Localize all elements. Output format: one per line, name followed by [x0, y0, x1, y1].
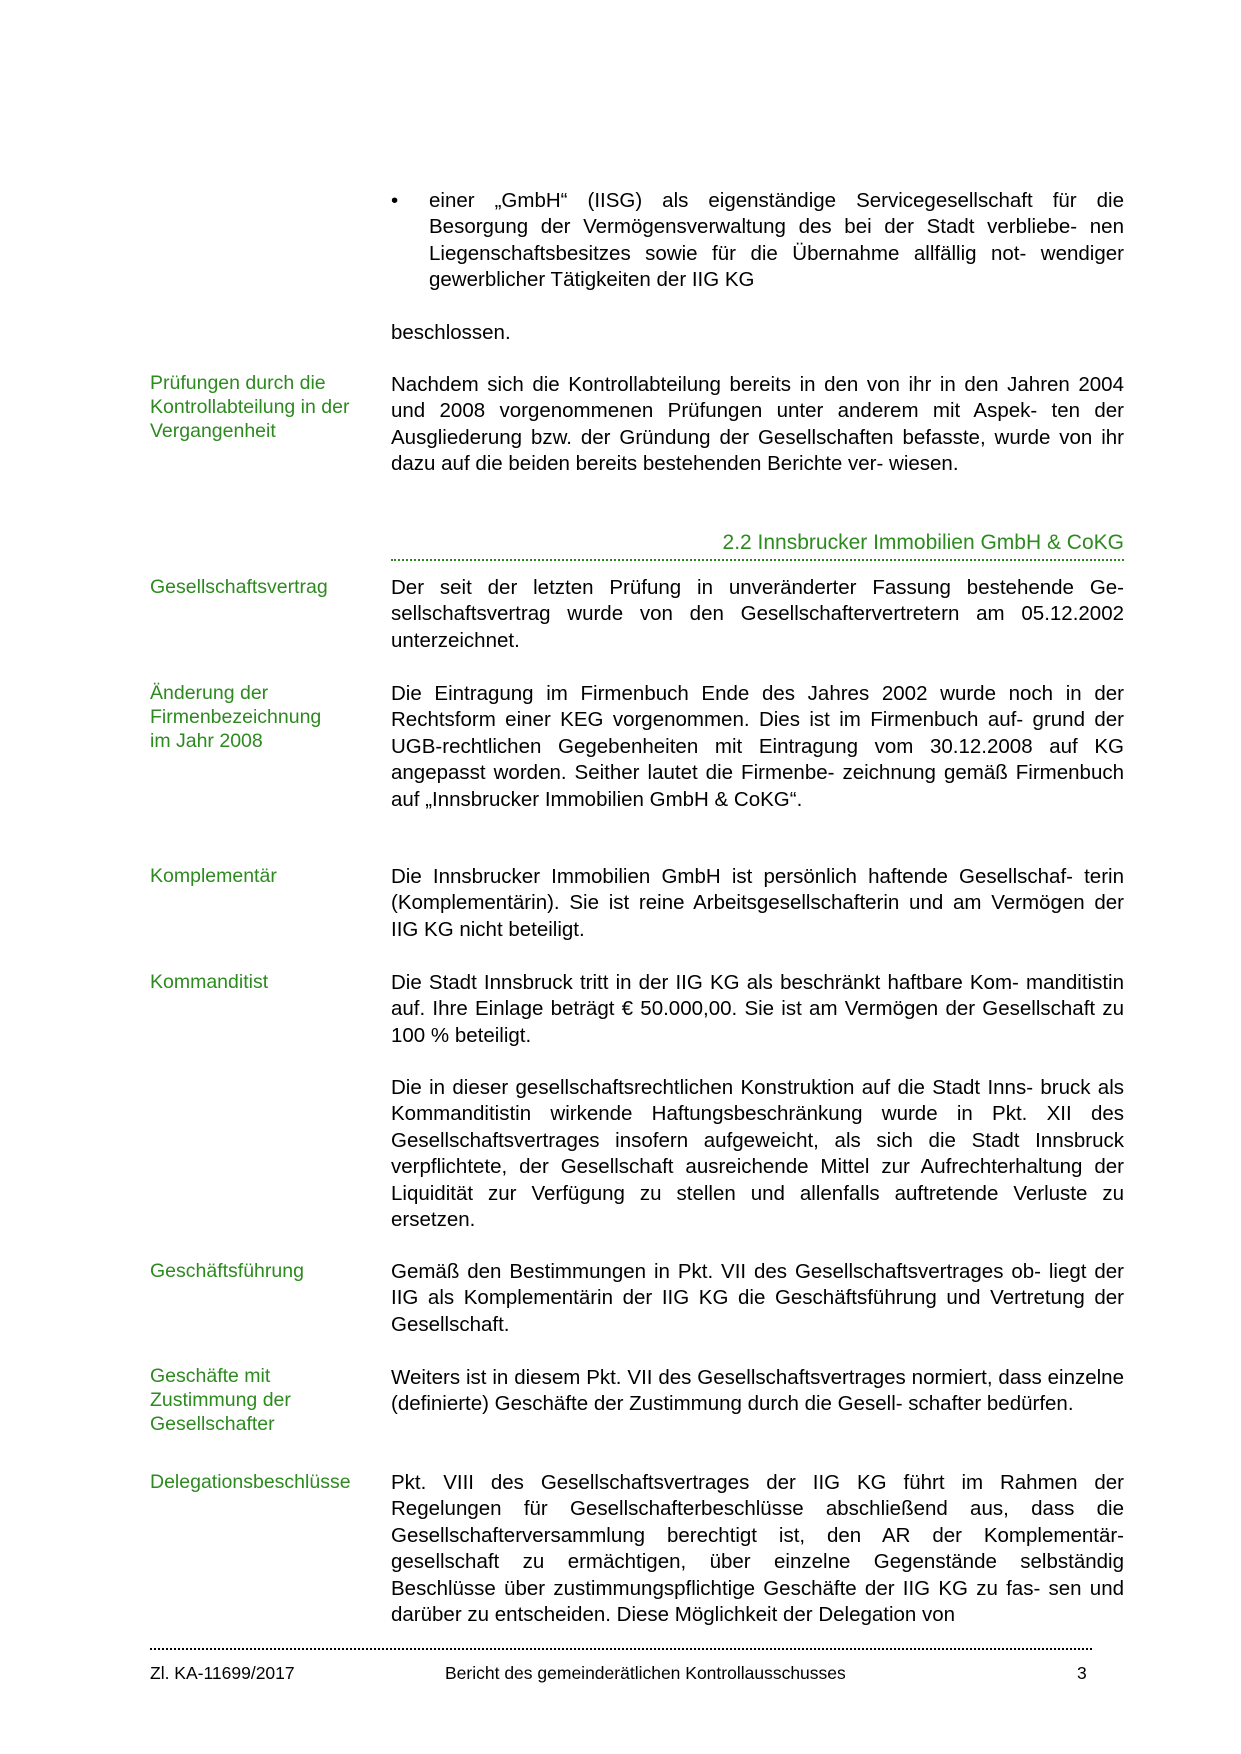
margin-note-line: Zustimmung der: [150, 1389, 291, 1411]
margin-note-line: Geschäftsführung: [150, 1260, 304, 1282]
footer-rule: [150, 1648, 1092, 1650]
margin-note-line: Delegationsbeschlüsse: [150, 1471, 351, 1493]
margin-note-line: Gesellschafter: [150, 1413, 275, 1435]
paragraph-pruefungen: Nachdem sich die Kontrollabteilung bereits in den von ihr in den Jahren 2004 und 2008 vorgenommenen Prüfungen unter anderem mit Aspek- ten der Ausgliederung bzw. der Gründung der Gesellschaften befasste, wurde von ihr dazu auf die beiden bereits bestehenden Berichte ver- wiesen.: [391, 373, 1124, 476]
footer-reference: Zl. KA-11699/2017: [150, 1663, 295, 1683]
paragraph-beschlossen: beschlossen.: [391, 321, 511, 344]
paragraph-geschaeftsfuehrung: Gemäß den Bestimmungen in Pkt. VII des Gesellschaftsvertrages ob- liegt der IIG als Komplementärin der IIG KG die Geschäftsführung und Vertretung der Gesellschaft.: [391, 1260, 1124, 1336]
paragraph-kommanditist: Die Stadt Innsbruck tritt in der IIG KG als beschränkt haftbare Kom- manditistin auf. Ihre Einlage beträgt € 50.000,00. Sie ist am Vermögen der Gesellschaft zu 100 % beteiligt.: [391, 971, 1124, 1047]
margin-note-line: Kommanditist: [150, 971, 269, 993]
paragraph-komplementaer: Die Innsbrucker Immobilien GmbH ist persönlich haftende Gesellschaf- terin (Komplementärin). Sie ist reine Arbeitsgesellschafterin und am Vermögen der IIG KG nicht beteiligt.: [391, 865, 1124, 941]
section-heading: 2.2 Innsbrucker Immobilien GmbH & CoKG: [722, 531, 1124, 554]
bullet-text: einer „GmbH“ (IISG) als eigenständige Servicegesellschaft für die Besorgung der Vermögensverwaltung des bei der Stadt verbliebe- nen Liegenschaftsbesitzes sowie für die Übernahme allfällig not- wendiger gewerblicher Tätigkeiten der IIG KG: [429, 189, 1124, 292]
margin-note-line: Komplementär: [150, 865, 277, 887]
margin-note-pruefungen: [150, 371, 370, 443]
margin-note-komplementaer: [150, 864, 370, 888]
paragraph-haftung: Die in dieser gesellschaftsrechtlichen Konstruktion auf die Stadt Inns- bruck als Kommanditistin wirkende Haftungsbeschränkung wurde in Pkt. XII des Gesellschaftsvertrages insofern aufgeweicht, als sich die Stadt Innsbruck verpflichtete, der Gesellschaft ausreichende Mittel zur Aufrechterhaltung der Liquidität zur Verfügung zu stellen und allenfalls auftretende Verluste zu ersetzen.: [391, 1076, 1124, 1232]
paragraph-delegation: Pkt. VIII des Gesellschaftsvertrages der IIG KG führt im Rahmen der Regelungen für Gesellschafterbeschlüsse abschließend aus, dass die Gesellschafterversammlung berechtigt ist, den AR der Komplementär- gesellschaft zu ermächtigen, über einzelne Gegenstände selbständig Beschlüsse über zustimmungspflichtige Geschäfte der IIG KG zu fas- sen und darüber zu entscheiden. Diese Möglichkeit der Delegation von: [391, 1471, 1124, 1627]
paragraph-zustimmung: Weiters ist in diesem Pkt. VII des Gesellschaftsvertrages normiert, dass einzelne (definierte) Geschäfte der Zustimmung durch die Gesell- schafter bedürfen.: [391, 1366, 1124, 1416]
margin-note-line: Gesellschaftsvertrag: [150, 576, 328, 598]
margin-note-zustimmung: [150, 1364, 370, 1436]
paragraph-aenderung: Die Eintragung im Firmenbuch Ende des Jahres 2002 wurde noch in der Rechtsform einer KEG vorgenommen. Dies ist im Firmenbuch auf- grund der UGB-rechtlichen Gegebenheiten mit Eintragung vom 30.12.2008 auf KG angepasst worden. Seither lautet die Firmenbe- zeichnung gemäß Firmenbuch auf „Innsbrucker Immobilien GmbH & CoKG“.: [391, 682, 1124, 811]
margin-note-line: Prüfungen durch die: [150, 372, 326, 394]
margin-note-geschaeftsfuehrung: [150, 1259, 370, 1283]
margin-note-line: Vergangenheit: [150, 420, 276, 442]
margin-note-line: Geschäfte mit: [150, 1365, 271, 1387]
bullet-symbol: •: [391, 189, 399, 212]
margin-note-kommanditist: [150, 970, 370, 994]
footer-title: Bericht des gemeinderätlichen Kontrollausschusses: [445, 1663, 846, 1683]
paragraph-gesellschaftsvertrag: Der seit der letzten Prüfung in unveränderter Fassung bestehende Ge- sellschaftsvertrag wurde von den Gesellschaftervertretern am 05.12.2002 unterzeichnet.: [391, 576, 1124, 652]
margin-note-line: Kontrollabteilung in der: [150, 396, 350, 418]
margin-note-line: im Jahr 2008: [150, 730, 263, 752]
margin-note-delegation: [150, 1470, 370, 1494]
margin-note-aenderung: [150, 681, 370, 753]
section-heading-rule: [391, 559, 1124, 561]
bullet-item: [391, 188, 1124, 294]
margin-note-gesellschaftsvertrag: [150, 575, 370, 599]
margin-note-line: Änderung der: [150, 682, 269, 704]
footer-page-number: 3: [1077, 1663, 1087, 1683]
margin-note-line: Firmenbezeichnung: [150, 706, 322, 728]
